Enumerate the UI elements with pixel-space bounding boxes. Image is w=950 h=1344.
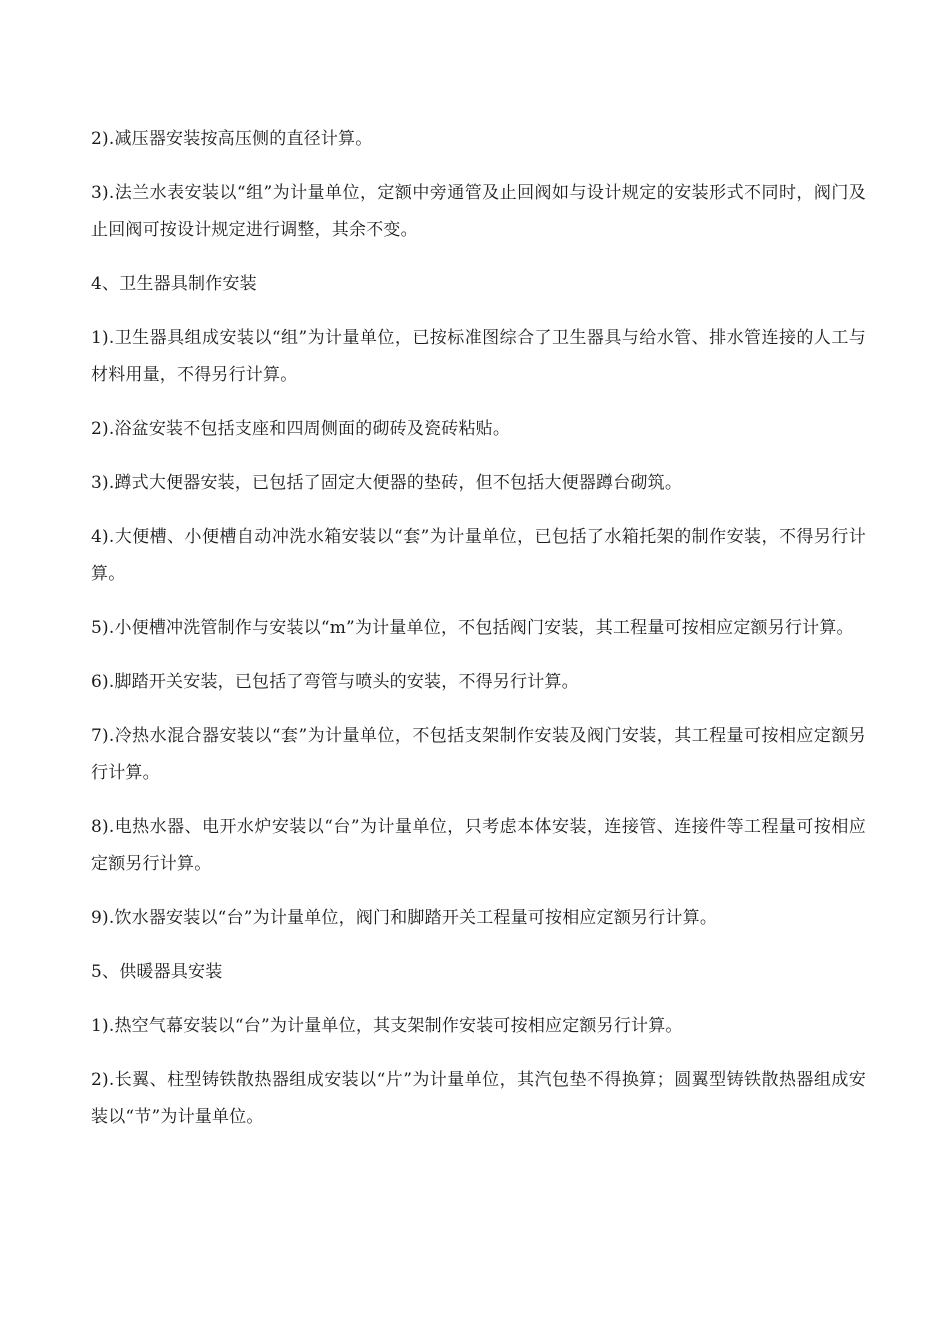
paragraph-mixer: 7).冷热水混合器安装以“套”为计量单位，不包括支架制作安装及阀门安装，其工程量可按相应定额另行计算。 xyxy=(91,726,866,783)
paragraph-water-heater: 8).电热水器、电开水炉安装以“台”为计量单位，只考虑本体安装，连接管、连接件等工程量可按相应定额另行计算。 xyxy=(91,817,866,874)
document-page xyxy=(91,121,866,1153)
paragraph-cast-iron-radiator: 2).长翼、柱型铸铁散热器组成安装以“片”为计量单位，其汽包垫不得换算；圆翼型铸铁散热器组成安装以“节”为计量单位。 xyxy=(91,1070,866,1127)
paragraph-bathtub: 2).浴盆安装不包括支座和四周侧面的砌砖及瓷砖粘贴。 xyxy=(91,419,511,439)
paragraph-squat-toilet: 3).蹲式大便器安装，已包括了固定大便器的垫砖，但不包括大便器蹲台砌筑。 xyxy=(91,473,683,493)
paragraph-sanitary-assembly: 1).卫生器具组成安装以“组”为计量单位，已按标准图综合了卫生器具与给水管、排水管连接的人工与材料用量，不得另行计算。 xyxy=(91,328,866,385)
section-heading-sanitary-fixtures: 4、卫生器具制作安装 xyxy=(91,274,257,294)
paragraph-foot-switch: 6).脚踏开关安装，已包括了弯管与喷头的安装，不得另行计算。 xyxy=(91,672,579,692)
paragraph-urinal-flush-pipe: 5).小便槽冲洗管制作与安装以“m”为计量单位，不包括阀门安装，其工程量可按相应定额另行计算。 xyxy=(91,618,854,638)
paragraph-drinking-fountain: 9).饮水器安装以“台”为计量单位，阀门和脚踏开关工程量可按相应定额另行计算。 xyxy=(91,908,718,928)
section-heading-heating-appliances: 5、供暖器具安装 xyxy=(91,962,223,982)
paragraph-flange-water-meter: 3).法兰水表安装以“组”为计量单位，定额中旁通管及止回阀如与设计规定的安装形式不同时，阀门及止回阀可按设计规定进行调整，其余不变。 xyxy=(91,183,866,240)
paragraph-air-curtain: 1).热空气幕安装以“台”为计量单位，其支架制作安装可按相应定额另行计算。 xyxy=(91,1016,683,1036)
paragraph-flush-tank: 4).大便槽、小便槽自动冲洗水箱安装以“套”为计量单位，已包括了水箱托架的制作安装，不得另行计算。 xyxy=(91,527,866,584)
paragraph-reducer-diameter: 2).减压器安装按高压侧的直径计算。 xyxy=(91,129,373,149)
